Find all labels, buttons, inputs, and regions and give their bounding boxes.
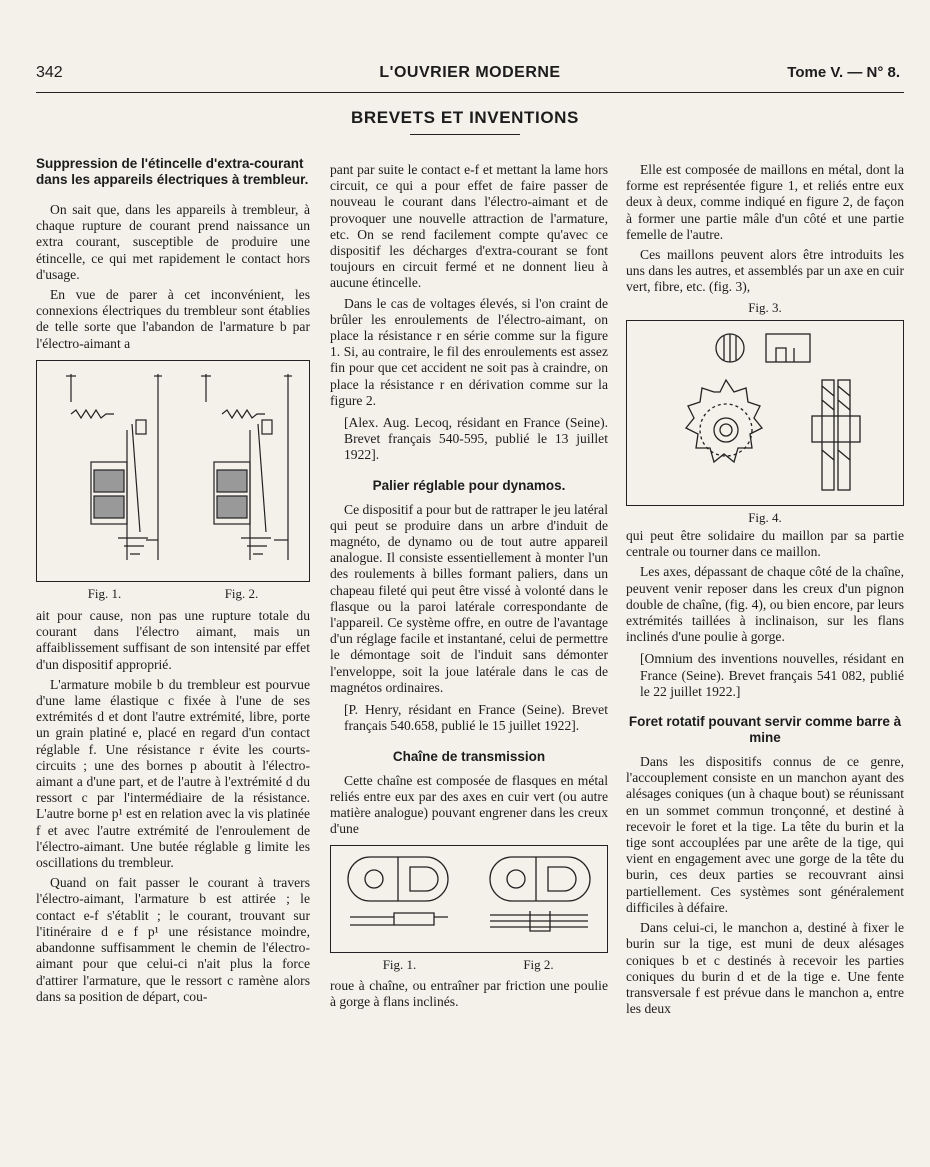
patent-reference: [Alex. Aug. Lecoq, résidant en France (Seine). Brevet français 540-595, publié le 13 juillet 1922]. — [344, 415, 608, 463]
article-title: Palier réglable pour dynamos. — [372, 477, 566, 493]
paragraph: Les axes, dépassant de chaque côté de la chaîne, peuvent venir reposer dans les creux d'un pignon double de chaîne, (fig. 4), ou bien encore, par leurs extrémités taillées à inclinaison, sur les flans inclinés d'une poulie à gorge. — [626, 564, 904, 645]
fig-caption: Fig. 1. — [87, 585, 122, 601]
figure-trembleur — [36, 360, 310, 602]
running-header — [36, 64, 904, 86]
column-2 — [330, 162, 608, 1014]
figure-captions — [330, 957, 608, 973]
paragraph: Ce dispositif a pour but de rattraper le jeu latéral qui peut se produire dans un arbre d'induit de magnéto, de dynamo ou de tout autre appareil analogue. Il consiste essentiellement à monter l'un des roulements à billes formant paliers, dans un chapeau fileté qui peut être vissé à volonté dans le flasque ou la paroi latérale correspondante de l'appareil. Ce système offre, en outre de l'avantage d'un réglage facile et instantané, celui de permettre le démontage soit de l'induit sans démonter l'enveloppe, soit la joue latérale dans le cas de magnétos ordinaires. — [330, 501, 608, 695]
fig-caption: Fig. 3. — [748, 299, 782, 315]
figure-gear — [626, 300, 904, 526]
paragraph: On sait que, dans les appareils à trembleur, à chaque rupture de courant prend naissance un extra courant, susceptible de produire une étincelle, ce qui met rapidement le contact hors d'usage. — [36, 202, 310, 282]
paragraph: Quand on fait passer le courant à travers l'électro-aimant, l'armature b est attirée ; le contact e-f s'établit ; le courant, trouvant sur l'itinéraire d e f p¹ une résistance moindre, abandonne suffisamment le chemin de l'électro-aimant pour que celui-ci n'ait plus la force d'attirer l'armature, que le ressort c ramène alors dans sa position de départ, cou- — [36, 875, 310, 1004]
paragraph: roue à chaîne, ou entraîner par friction une poulie à gorge à flans inclinés. — [330, 977, 608, 1009]
patent-reference: [P. Henry, résidant en France (Seine). Brevet français 540.658, publié le 15 juillet 1922]. — [344, 702, 608, 734]
header-rule — [36, 92, 904, 93]
paragraph: Elle est composée de maillons en métal, dont la forme est représentée figure 1, et reliés entre eux deux à deux, comme indiqué en figure 2, de façon à former une partie mâle d'un côté et une partie femelle de l'autre. — [626, 162, 904, 242]
paragraph: Cette chaîne est composée de flasques en métal reliés entre eux par des axes en cuir vert (ou autre matière analogue) pouvant engrener dans les creux d'une — [330, 772, 608, 837]
column-3 — [626, 162, 904, 1021]
paragraph: qui peut être solidaire du maillon par sa partie centrale ou tourner dans ce maillon. — [626, 528, 904, 560]
section-rule — [410, 134, 520, 135]
section-title: BREVETS ET INVENTIONS — [351, 108, 579, 127]
paragraph: Ces maillons peuvent alors être introduits les uns dans les autres, et assemblés par un axe en cuir vert, fibre, etc. (fig. 3), — [626, 247, 904, 295]
fig-caption: Fig. 2. — [224, 585, 259, 601]
article-title: Suppression de l'étincelle d'extra-courant dans les appareils électriques à trembleur. — [36, 156, 309, 187]
article-title: Chaîne de transmission — [392, 748, 546, 764]
paragraph: L'armature mobile b du trembleur est pourvue d'une lame élastique c fixée à l'une de ses extrémités d et dont l'autre extrémité, libre, porte un grain platiné e, placé en regard d'un contact réglable f. Une résistance r évite les courts-circuits ; une des bornes p aboutit à l'électro-aimant a d'une part, et de l'autre à l'extrémité d du ressort c par l'intermédiaire de la résistance. L'autre borne p¹ est en relation avec la vis platinée f et avec l'autre extrémité de l'enroulement de l'électro-aimant. Une butée réglable g limite les oscillations du trembleur. — [36, 676, 310, 871]
paragraph: Dans celui-ci, le manchon a, destiné à fixer le burin sur la tige, est muni de deux alésages coniques b et c destinés à recevoir les parties coniques du burin d et de la tige e. Une fente transversale f est prévue dans le manchon a, entre les deux — [626, 920, 904, 1017]
paragraph: pant par suite le contact e-f et mettant la lame hors circuit, ce qui a pour effet de faire passer de nouveau le courant dans l'électro-aimant et de provoquer une nouvelle attraction de l'armature, etc. On se rend facilement compte qu'avec ce dispositif les décharges d'extra-courant se font toujours en circuit fermé et ne donnent lieu à aucune étincelle. — [330, 162, 608, 291]
paragraph: Dans les dispositifs connus de ce genre, l'accouplement consiste en un manchon ayant des alésages coniques (un à chaque bout) se réunissant en un sommet commun tronçonné, et destiné à recevoir le foret et la tige. La tête du burin et la tige sont accouplées par une arête de la tige, qui vient en engagement avec une gorge de la tête du burin, ces deux parties se recouvrant ainsi partiellement. Ces systèmes sont généralement difficiles à défaire. — [626, 754, 904, 915]
fig-caption: Fig. 1. — [382, 957, 417, 973]
article-title: Foret rotatif pouvant servir comme barre à mine — [628, 714, 902, 746]
paragraph: En vue de parer à cet inconvénient, les connexions électriques du trembleur sont établies de telle sorte que l'abandon de l'armature b par l'électro-aimant a — [36, 287, 310, 351]
fig-caption: Fig 2. — [523, 957, 554, 973]
paragraph: ait pour cause, non pas une rupture totale du courant dans l'électro aimant, mais un affaiblissement suffisant de son intensité par effet d'un dispositif approprié. — [36, 608, 310, 672]
fig-caption: Fig. 4. — [748, 509, 782, 525]
trembleur-diagram — [36, 360, 310, 582]
paragraph: Dans le cas de voltages élevés, si l'on craint de brûler les enroulements de l'électro-aimant, on place la résistance r en série comme sur la figure 1. Si, au contraire, le fil des enroulements est assez fin pour que cet accident ne soit pas à craindre, on place la résistance r en dérivation comme sur la figure 2. — [330, 295, 608, 408]
figure-chain-links — [330, 845, 608, 973]
chain-links-diagram — [330, 845, 608, 953]
journal-title: L'OUVRIER MODERNE — [379, 64, 561, 81]
page-number: 342 — [36, 64, 63, 81]
volume-number: Tome V. — N° 8. — [787, 64, 900, 81]
figure-captions — [36, 586, 310, 602]
column-1 — [36, 156, 310, 1009]
patent-reference: [Omnium des inventions nouvelles, résidant en France (Seine). Brevet français 541 082, publié le 22 juillet 1922.] — [640, 651, 904, 699]
gear-diagram — [626, 320, 904, 506]
